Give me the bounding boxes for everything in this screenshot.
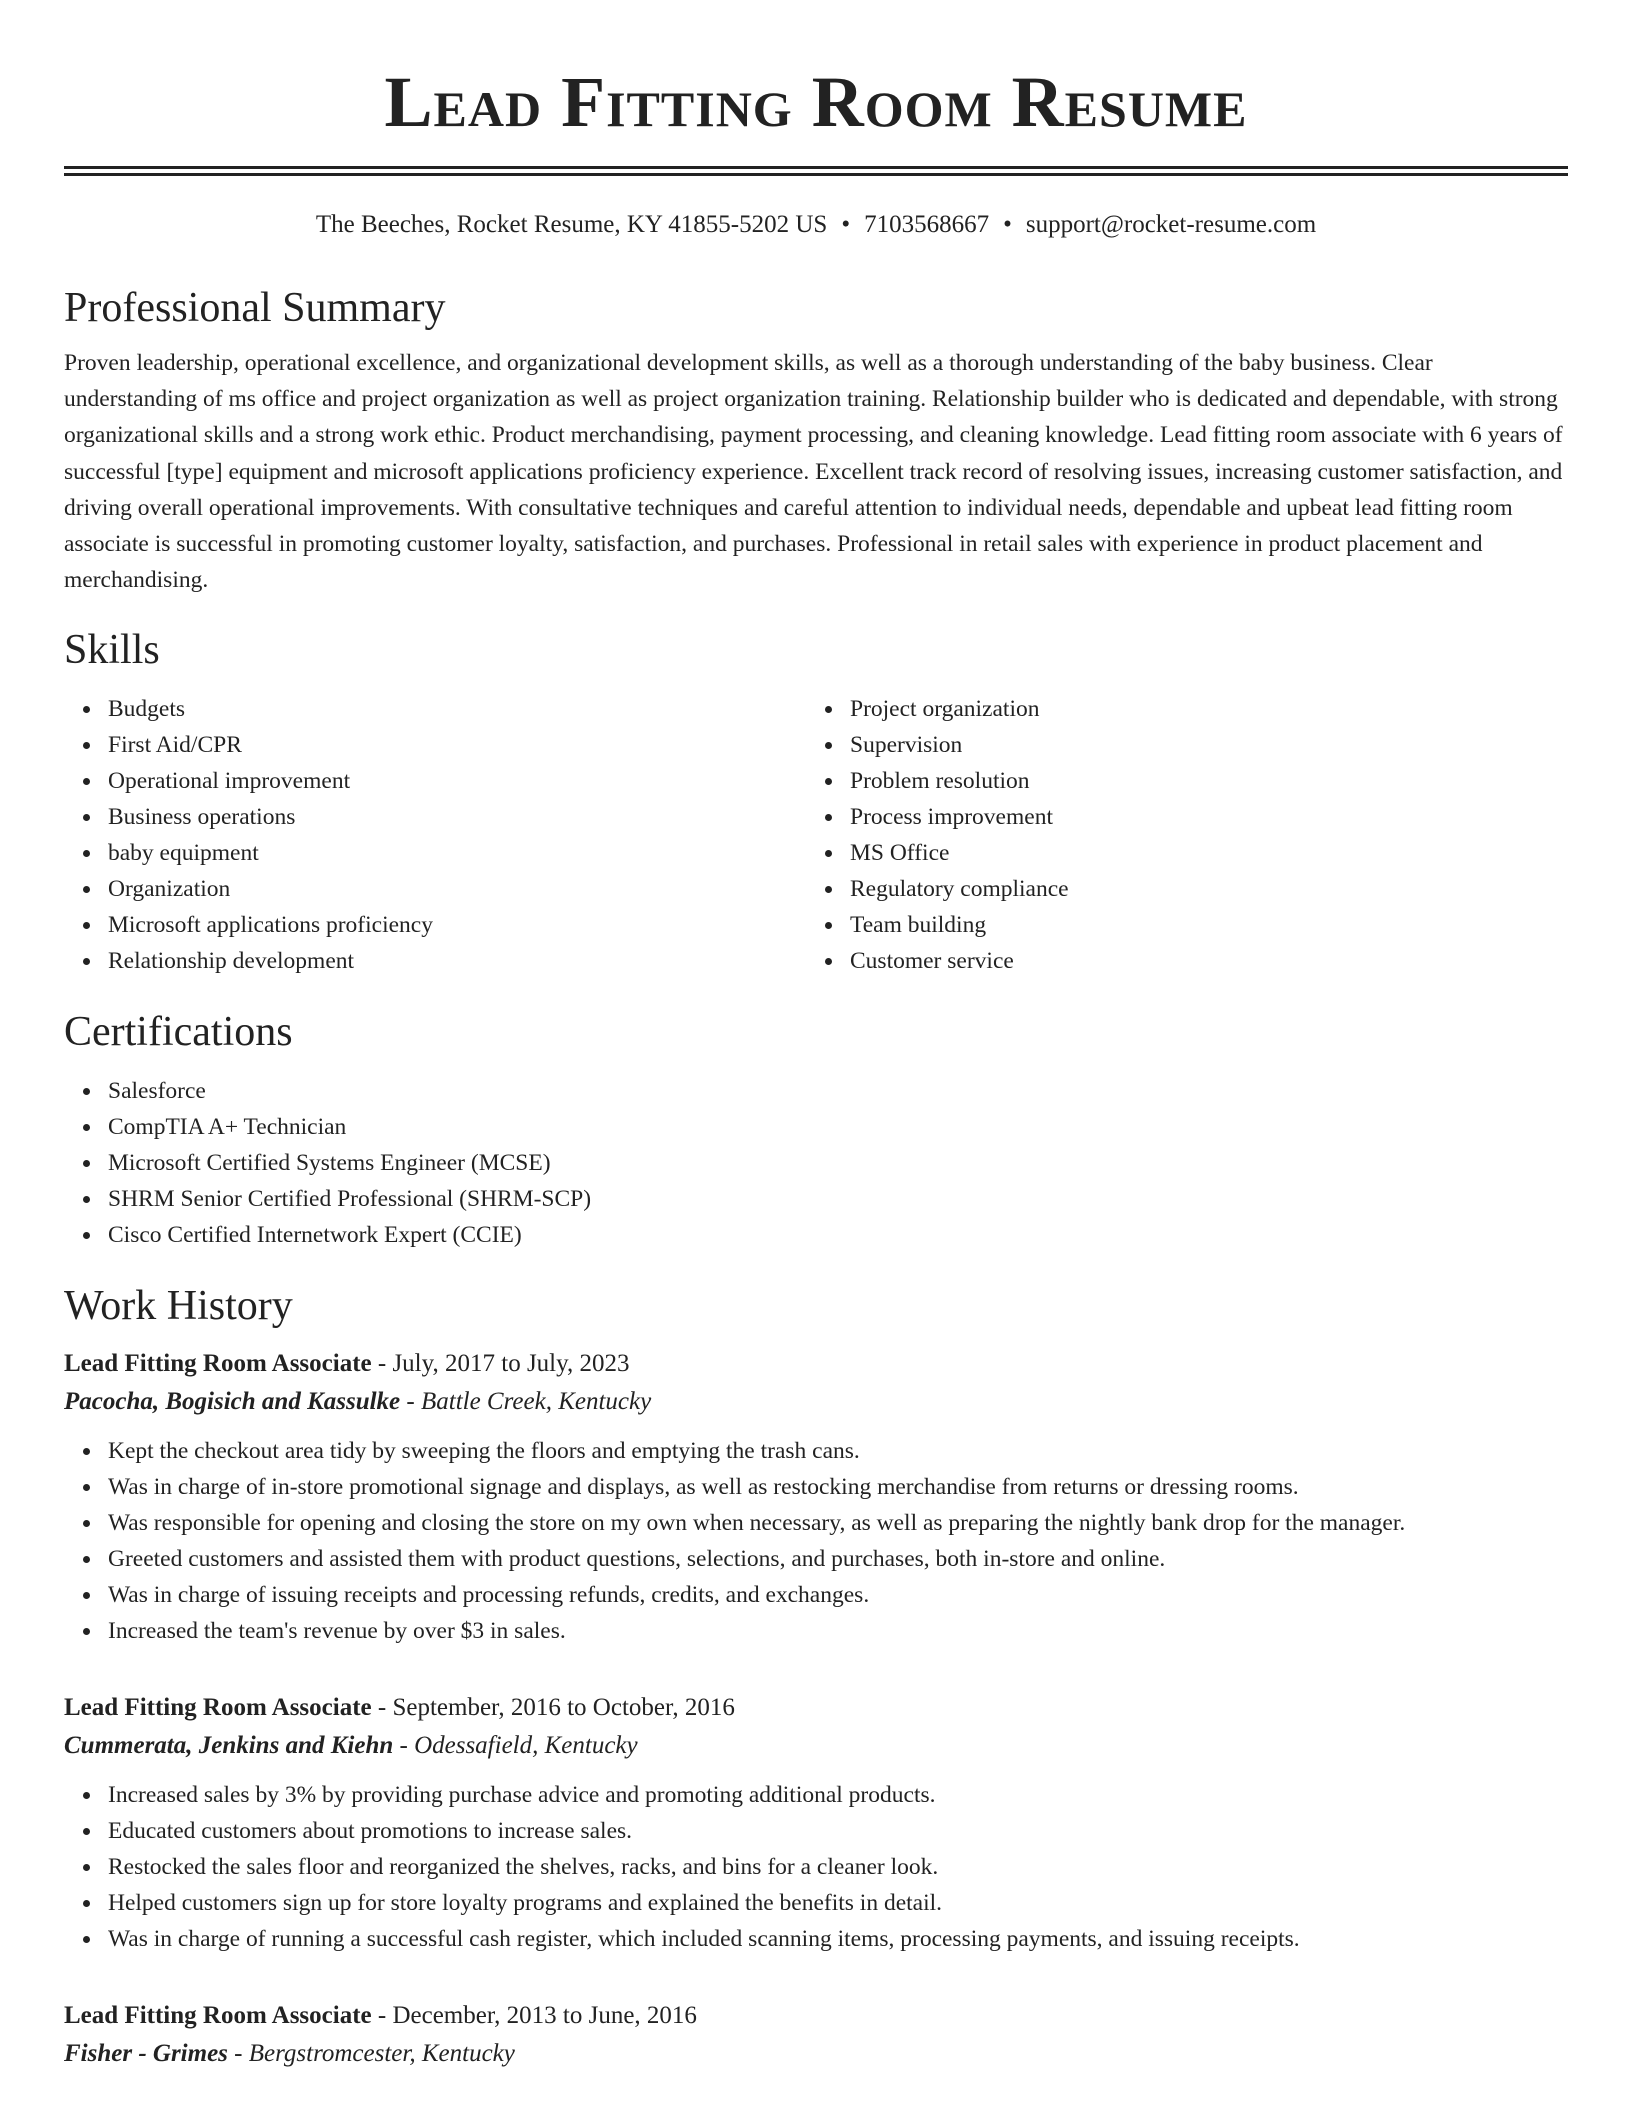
job-duty: Greeted customers and assisted them with product questions, selections, and purchases, both in-store and online.: [108, 1541, 1568, 1577]
certifications-list: [64, 1073, 1568, 1253]
skills-list-right: [806, 691, 1548, 979]
job-title-line: [64, 1689, 1568, 1727]
skill-item: Organization: [108, 871, 806, 907]
summary-heading: Professional Summary: [64, 285, 446, 331]
job-location: - Odessafield, Kentucky: [393, 1732, 638, 1760]
skill-item: Supervision: [850, 727, 1548, 763]
certification-item: CompTIA A+ Technician: [108, 1109, 1568, 1145]
job-duty: Helped customers sign up for store loyalty programs and explained the benefits in detail.: [108, 1885, 1568, 1921]
skills-heading: Skills: [64, 627, 160, 674]
contact-separator: •: [1003, 211, 1012, 238]
job-dates: - September, 2016 to October, 2016: [371, 1694, 735, 1722]
skill-item: Microsoft applications proficiency: [108, 907, 806, 943]
contact-line: [64, 209, 1568, 241]
job-title: Lead Fitting Room Associate: [64, 2002, 372, 2030]
contact-email: support@rocket-resume.com: [1025, 211, 1317, 238]
job-duty: Restocked the sales floor and reorganized the shelves, racks, and bins for a cleaner look.: [108, 1849, 1568, 1885]
job-location: - Bergstromcester, Kentucky: [227, 2040, 515, 2068]
skill-item: Problem resolution: [850, 763, 1548, 799]
job-duties-list: [64, 1433, 1568, 1649]
contact-address: The Beeches, Rocket Resume, KY 41855-5202 US: [315, 211, 828, 238]
job-dates: - December, 2013 to June, 2016: [371, 2002, 697, 2030]
certification-item: Microsoft Certified Systems Engineer (MCSE): [108, 1145, 1568, 1181]
job-duty: Was responsible for opening and closing the store on my own when necessary, as well as preparing the nightly bank drop for the manager.: [108, 1505, 1568, 1541]
certifications-heading: Certifications: [64, 1009, 293, 1056]
job-location: - Battle Creek, Kentucky: [400, 1388, 652, 1416]
job-entry: [64, 1997, 1568, 2073]
certification-item: Salesforce: [108, 1073, 1568, 1109]
job-entry: [64, 1689, 1568, 1957]
job-company-line: [64, 2035, 1568, 2073]
resume-name: Lead Fitting Room Resume: [384, 62, 1248, 142]
header-double-rule: [64, 166, 1568, 176]
job-duty: Was in charge of running a successful cash register, which included scanning items, processing payments, and issuing receipts.: [108, 1921, 1568, 1957]
skills-list-left: [64, 691, 806, 979]
skill-item: MS Office: [850, 835, 1548, 871]
skill-item: Team building: [850, 907, 1548, 943]
skills-column-left: [64, 691, 806, 979]
job-duty: Kept the checkout area tidy by sweeping the floors and emptying the trash cans.: [108, 1433, 1568, 1469]
summary-text: Proven leadership, operational excellence, and organizational development skills, as well as a thorough understanding of the baby business. Clear understanding of ms office and project organization as well as project organization training. Relationship builder who is dedicated and dependable, with strong organizational skills and a strong work ethic. Product merchandising, payment processing, and cleaning knowledge. Lead fitting room associate with 6 years of successful [type] equipment and microsoft applications proficiency experience. Excellent track record of resolving issues, increasing customer satisfaction, and driving overall operational improvements. With consultative techniques and careful attention to individual needs, dependable and upbeat lead fitting room associate is successful in promoting customer loyalty, satisfaction, and purchases. Professional in retail sales with experience in product placement and merchandising.: [64, 350, 1563, 594]
job-title: Lead Fitting Room Associate: [64, 1350, 372, 1378]
job-dates: - July, 2017 to July, 2023: [371, 1350, 630, 1378]
skill-item: Budgets: [108, 691, 806, 727]
summary-section: [64, 283, 1568, 598]
job-entry: [64, 1345, 1568, 1649]
skill-item: Operational improvement: [108, 763, 806, 799]
skill-item: baby equipment: [108, 835, 806, 871]
job-duty: Increased sales by 3% by providing purchase advice and promoting additional products.: [108, 1777, 1568, 1813]
skill-item: Project organization: [850, 691, 1548, 727]
job-company: Fisher - Grimes: [64, 2040, 228, 2068]
job-duty: Was in charge of in-store promotional signage and displays, as well as restocking merchandise from returns or dressing rooms.: [108, 1469, 1568, 1505]
job-duty: Educated customers about promotions to increase sales.: [108, 1813, 1568, 1849]
contact-phone: 7103568667: [864, 211, 990, 238]
skills-columns: [64, 691, 1568, 979]
job-company-line: [64, 1383, 1568, 1421]
work-history-section: [64, 1281, 1568, 2073]
certifications-section: [64, 1007, 1568, 1253]
job-duties-list: [64, 1777, 1568, 1957]
skill-item: Customer service: [850, 943, 1548, 979]
skill-item: Business operations: [108, 799, 806, 835]
certification-item: SHRM Senior Certified Professional (SHRM-SCP): [108, 1181, 1568, 1217]
skill-item: Process improvement: [850, 799, 1548, 835]
job-title-line: [64, 1997, 1568, 2035]
skill-item: Relationship development: [108, 943, 806, 979]
job-title: Lead Fitting Room Associate: [64, 1694, 372, 1722]
job-duty: Increased the team's revenue by over $3 in sales.: [108, 1613, 1568, 1649]
contact-separator: •: [841, 211, 851, 238]
work-history-heading: Work History: [64, 1283, 293, 1330]
job-company: Pacocha, Bogisich and Kassulke: [64, 1388, 401, 1416]
certification-item: Cisco Certified Internetwork Expert (CCIE): [108, 1217, 1568, 1253]
skills-column-right: [806, 691, 1548, 979]
job-company: Cummerata, Jenkins and Kiehn: [64, 1732, 394, 1760]
job-duty: Was in charge of issuing receipts and processing refunds, credits, and exchanges.: [108, 1577, 1568, 1613]
skill-item: Regulatory compliance: [850, 871, 1548, 907]
skill-item: First Aid/CPR: [108, 727, 806, 763]
job-title-line: [64, 1345, 1568, 1383]
job-company-line: [64, 1727, 1568, 1765]
skills-section: [64, 625, 1568, 979]
